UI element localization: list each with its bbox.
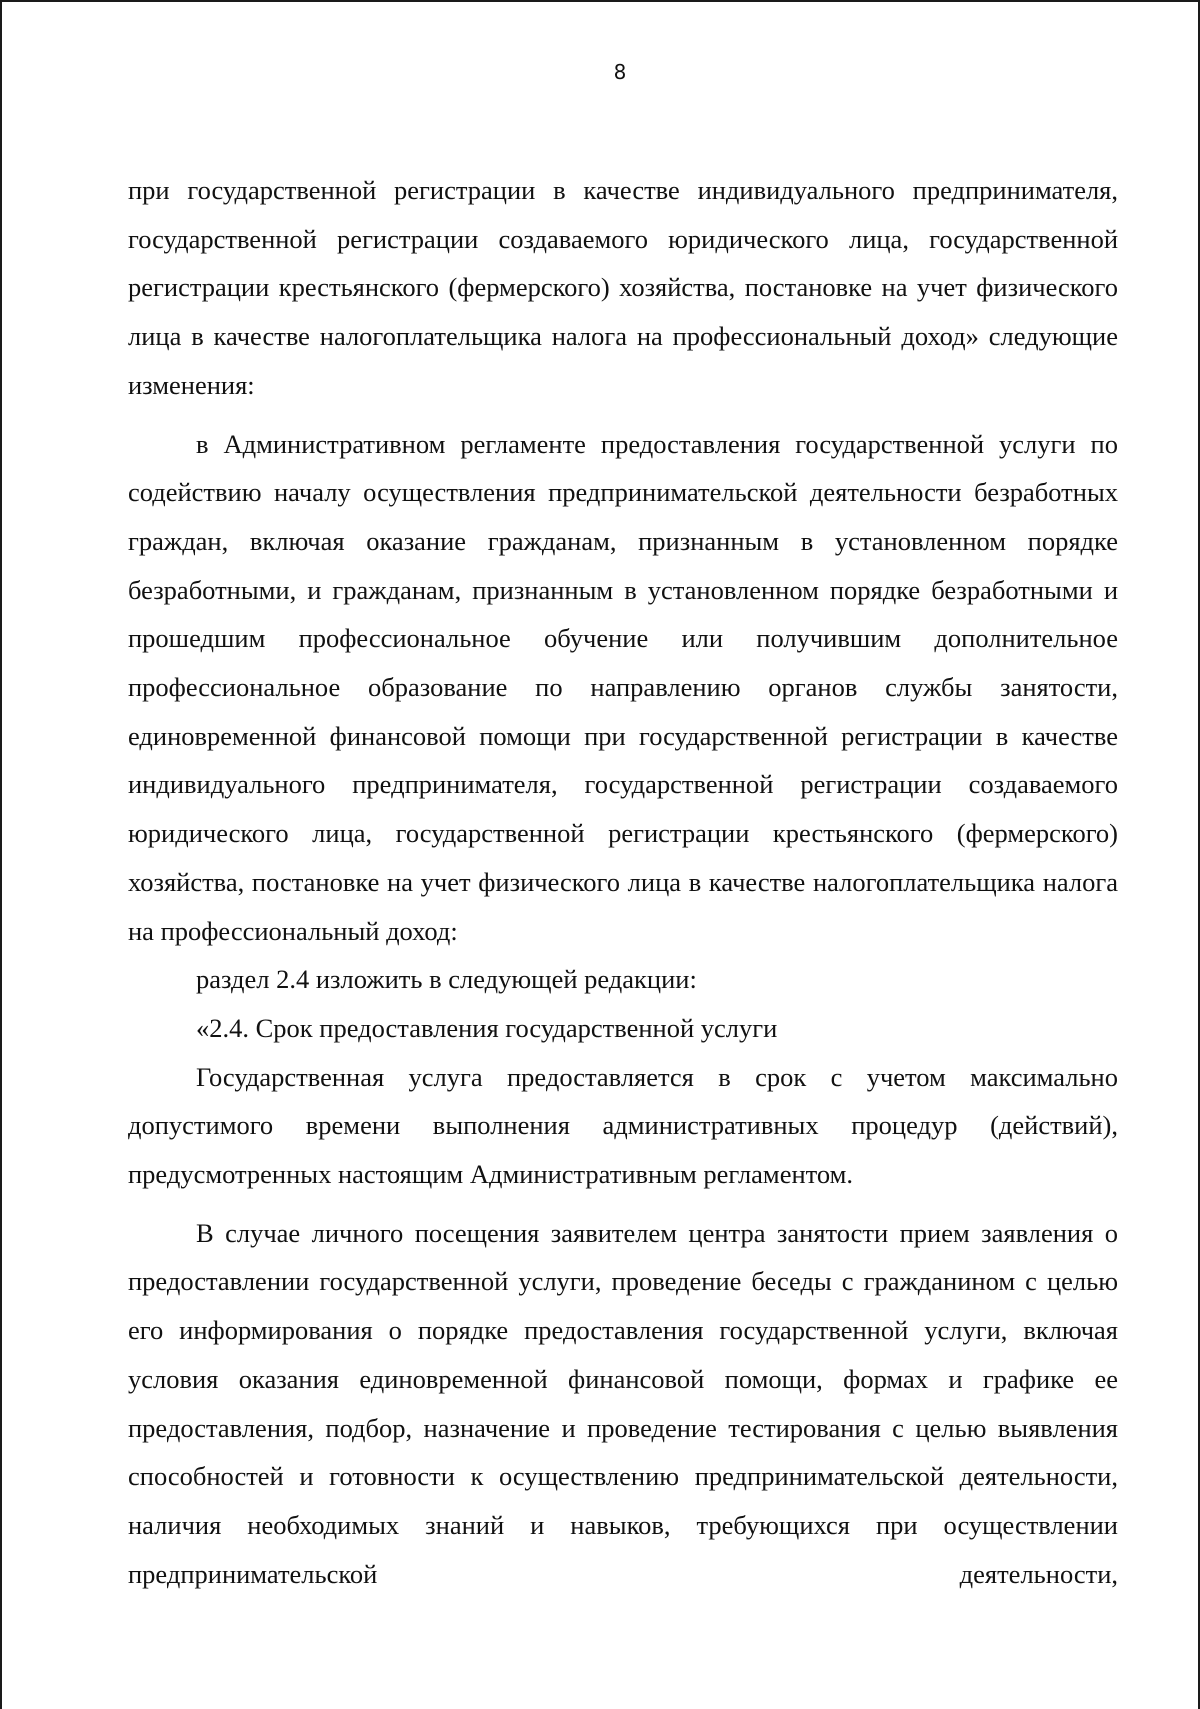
document-body <box>128 166 1118 1598</box>
section-heading: «2.4. Срок предоставления государственной услуги <box>196 1012 778 1043</box>
scan-border-top <box>0 0 1200 2</box>
paragraph-service-term: Государственная услуга предоставляется в срок с учетом максимально допустимого времени выполнения административных процедур (действий), предусмотренных настоящим Административным регламентом. <box>128 1061 1118 1190</box>
page-number: 8 <box>613 60 627 84</box>
paragraph-regulation-amendment: в Административном регламенте предоставления государственной услуги по содействию началу осуществления предпринимательской деятельности безработных граждан, включая оказание гражданам, признанным в установленном порядке безработными, и гражданам, признанным в установленном порядке безработными и прошедшим профессиональное обучение или получившим дополнительное профессиональное образование по направлению органов службы занятости, единовременной финансовой помощи при государственной регистрации в качестве индивидуального предпринимателя, государственной регистрации создаваемого юридического лица, государственной регистрации крестьянского (фермерского) хозяйства, постановке на учет физического лица в качестве налогоплательщика налога на профессиональный доход: <box>128 428 1118 946</box>
paragraph-continuation: при государственной регистрации в качестве индивидуального предпринимателя, государственной регистрации создаваемого юридического лица, государственной регистрации крестьянского (фермерского) хозяйства, постановке на учет физического лица в качестве налогоплательщика налога на профессиональный доход» следующие изменения: <box>128 175 1118 400</box>
paragraph-section-instruction: раздел 2.4 изложить в следующей редакции: <box>196 964 697 995</box>
scan-border-left <box>0 0 2 1709</box>
paragraph-personal-visit: В случае личного посещения заявителем центра занятости прием заявления о предоставлении государственной услуги, проведение беседы с гражданином с целью его информирования о порядке предоставления государственной услуги, включая условия оказания единовременной финансовой помощи, формах и графике ее предоставления, подбор, назначение и проведение тестирования с целью выявления способностей и готовности к осуществлению предпринимательской деятельности, наличия необходимых знаний и навыков, требующихся при осуществлении предпринимательской деятельности, <box>128 1217 1118 1589</box>
